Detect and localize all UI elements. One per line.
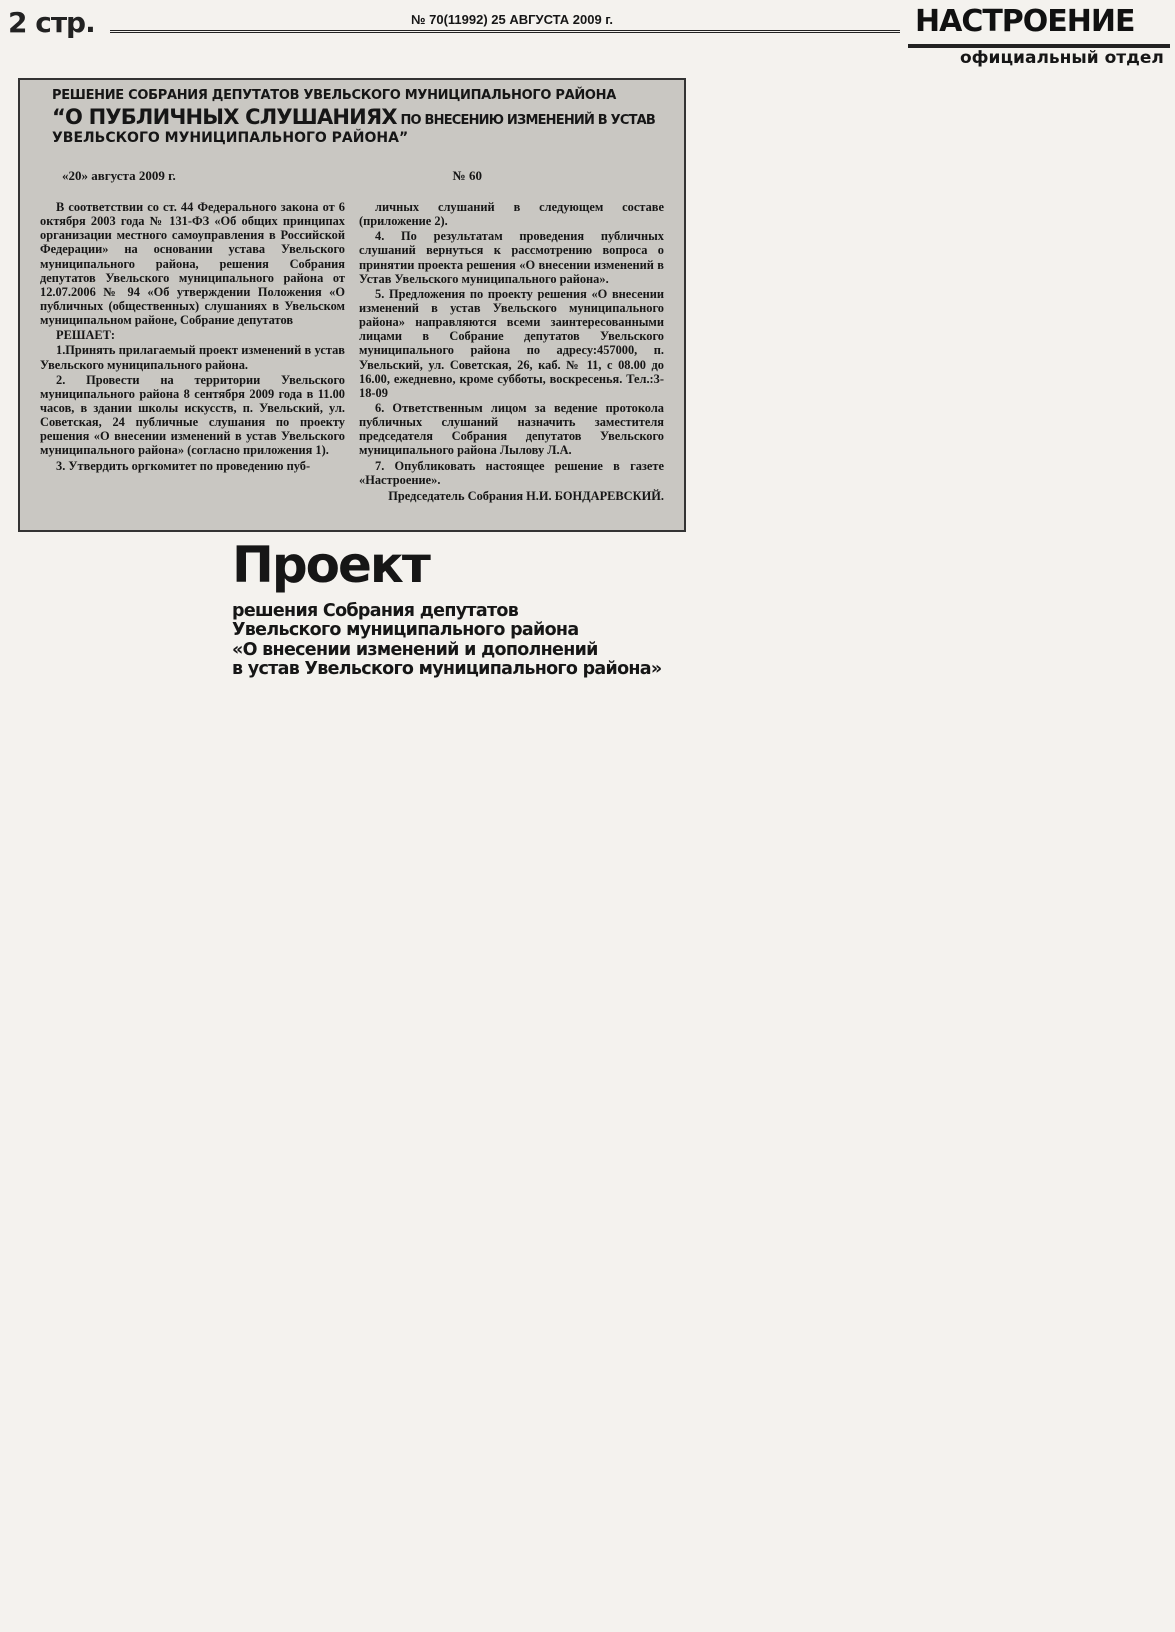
paragraph: 1.Принять прилагаемый проект изменений в устав Увельского муниципального района.	[40, 343, 345, 372]
issue-line: № 70(11992) 25 АВГУСТА 2009 г.	[405, 12, 619, 27]
paragraph: личных слушаний в следующем составе (приложение 2).	[359, 200, 664, 229]
paragraph: 3. Утвердить оргкомитет по проведению пуб-	[56, 458, 311, 473]
decision-date: «20» августа 2009 г.	[62, 168, 176, 183]
paragraph: 5. Предложения по проекту решения «О внесении изменений в устав Увельского муниципального района» направляются всеми заинтересованными лицами в Собрание депутатов Увельского муниципального района по адресу:457000, п. Увельский, ул. Советская, 26, каб. № 11, с 08.00 до 16.00, ежедневно, кроме субботы, воскресенья. Тел.:3-18-09	[359, 286, 664, 400]
project-heading	[232, 536, 672, 710]
decision-col-left	[40, 200, 345, 503]
text-column-3	[452, 715, 662, 1628]
paragraph: 6. Ответственным лицом за ведение протокола публичных слушаний назначить заместителя председателя Собрания депутатов Увельского муниципального района Лылову Л.А.	[359, 400, 664, 458]
page-header	[0, 0, 1175, 68]
text-column-1	[12, 538, 220, 1628]
decision-title: РЕШЕНИЕ СОБРАНИЯ ДЕПУТАТОВ УВЕЛЬСКОГО МУНИЦИПАЛЬНОГО РАЙОНА	[52, 88, 616, 103]
text-column-5	[918, 82, 1168, 1628]
paragraph: 4. По результатам проведения публичных слушаний вернуться к рассмотрению вопроса о принятии проекта решения «О внесении изменений в Устав Увельского муниципального района».	[359, 229, 664, 286]
text-column-4	[690, 82, 902, 1628]
header-rule	[110, 30, 900, 33]
decision-subject-cont: УВЕЛЬСКОГО МУНИЦИПАЛЬНОГО РАЙОНА”	[52, 130, 409, 146]
project-title: Проект	[232, 536, 429, 594]
decision-col-right	[359, 200, 664, 503]
decision-number: № 60	[452, 168, 482, 183]
paragraph: 2. Провести на территории Увельского муниципального района 8 сентября 2009 года в 11.00 часов, в здании школы искусств, п. Увельский, ул. Советская, 24 публичные слушания по проекту решения «О внесении изменений в устав Увельского муниципального района» (согласно приложения 1).	[40, 372, 345, 458]
signature-line: Председатель Собрания Н.И. БОНДАРЕВСКИЙ.	[388, 488, 664, 503]
paragraph: РЕШАЕТ:	[56, 328, 116, 343]
text-column-2	[232, 715, 440, 1628]
paragraph: В соответствии со ст. 44 Федерального закона от 6 октября 2003 года № 131-ФЗ «Об общих принципах организации местного самоуправления в Российской Федерации» на основании устава Увельского муниципального района, решения Собрания депутатов Увельского муниципального района от 12.07.2006 № 94 «Об утверждении Положения «О публичных (общественных) слушаниях в Увельском муниципальном районе, Собрание депутатов	[40, 200, 345, 328]
decision-columns	[32, 200, 672, 503]
decision-date-line	[62, 168, 482, 184]
section-label: официальный отдел	[960, 48, 1164, 68]
page-number: 2 стр.	[8, 6, 95, 39]
decision-box	[18, 78, 686, 532]
newspaper-rubric: НАСТРОЕНИЕ	[915, 4, 1135, 39]
paragraph: 7. Опубликовать настоящее решение в газете «Настроение».	[359, 458, 664, 487]
project-subtitle: решения Собрания депутатов Увельского муниципального района «О внесении изменений и дополнений в устав Увельского муниципального района»	[232, 601, 662, 679]
decision-subject: “О ПУБЛИЧНЫХ СЛУШАНИЯХ ПО ВНЕСЕНИЮ ИЗМЕНЕНИЙ В УСТАВ	[52, 105, 656, 129]
